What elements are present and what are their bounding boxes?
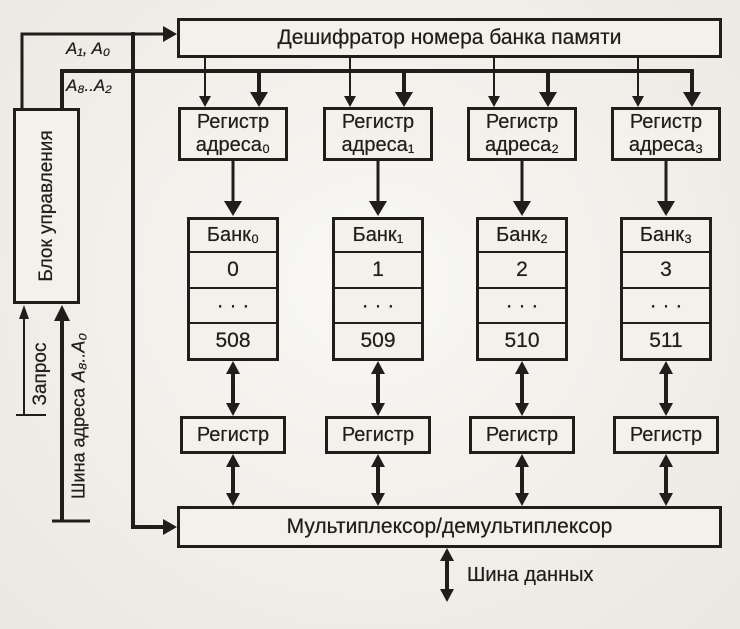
data-bus-label: Шина данных [467, 564, 594, 586]
address-bus-label-text: Шина адреса [68, 387, 89, 499]
arrowhead-into-decoder [163, 26, 177, 42]
up-arrowhead [440, 548, 454, 561]
bank-1-box [332, 217, 424, 361]
bank-title: Банк₂ [479, 220, 565, 253]
address-bus-label-range: A₈..A₀ [68, 333, 89, 383]
bank-cell: 510 [504, 329, 540, 353]
down-arrowhead [515, 403, 529, 416]
bank-cell: 2 [479, 253, 565, 289]
down-arrowhead [659, 403, 673, 416]
wires-register-to-bank [224, 161, 675, 216]
bank-title: Банк₀ [190, 220, 276, 253]
up-arrowhead [226, 454, 240, 467]
control-unit-label: Блок управления [35, 130, 57, 282]
bus-arrowhead [250, 92, 268, 107]
down-arrowhead [224, 201, 242, 216]
control-unit-box [13, 108, 80, 304]
down-arrowhead [515, 493, 529, 506]
bank-title: Банк₁ [335, 220, 421, 253]
data-register-label: Регистр [485, 423, 559, 446]
address-register-label: адреса₁ [341, 134, 415, 156]
bank-cell: 511 [649, 329, 683, 353]
down-arrowhead [659, 493, 673, 506]
multiplexer-box [177, 506, 722, 548]
address-register-label: адреса₃ [628, 134, 704, 156]
address-register-0-box [178, 107, 288, 161]
decoder-arrowhead [344, 96, 356, 107]
bank-2-box [476, 217, 568, 361]
decoder-arrowhead [488, 96, 500, 107]
data-register-2-box [469, 416, 575, 454]
address-register-label: Регистр [485, 111, 559, 133]
up-arrowhead [371, 454, 385, 467]
up-arrowhead [659, 361, 673, 374]
down-arrowhead [226, 403, 240, 416]
wire-data-bus [440, 548, 454, 602]
address-bus-label [69, 333, 90, 499]
up-arrowhead [19, 305, 29, 319]
down-arrowhead [369, 201, 387, 216]
address-register-label: Регистр [196, 111, 270, 133]
decoder-arrowhead [199, 96, 211, 107]
decoder-label: Дешифратор номера банка памяти [277, 26, 622, 49]
wire-a8-a2-bus [62, 71, 701, 108]
data-register-3-box [613, 416, 719, 454]
bank-cell: 1 [335, 253, 421, 289]
down-arrowhead [371, 493, 385, 506]
data-register-1-box [325, 416, 431, 454]
down-arrowhead [513, 201, 531, 216]
data-register-label: Регистр [341, 423, 415, 446]
data-register-label: Регистр [629, 423, 703, 446]
up-arrowhead [515, 361, 529, 374]
down-arrowhead [657, 201, 675, 216]
bus-arrowhead [683, 92, 701, 107]
wires-decoder-outputs [199, 58, 644, 107]
address-register-3-box [611, 107, 721, 161]
up-arrowhead [659, 454, 673, 467]
bank-0-box [187, 217, 279, 361]
address-register-label: адреса₀ [195, 134, 271, 156]
address-register-label: Регистр [629, 111, 703, 133]
bank-3-box [620, 217, 712, 361]
bank-cell-ellipsis: · · · [479, 289, 565, 325]
multiplexer-label: Мультиплексор/демультиплексор [286, 515, 613, 538]
up-arrowhead [371, 361, 385, 374]
decoder-arrowhead [632, 96, 644, 107]
bank-cell: 3 [623, 253, 709, 289]
data-register-0-box [180, 416, 286, 454]
decoder-box [177, 18, 722, 58]
bank-cell-ellipsis: · · · [623, 289, 709, 325]
wires-register-mux-bidirectional [226, 454, 673, 506]
address-register-2-box [467, 107, 577, 161]
up-arrowhead [54, 305, 70, 321]
bus-arrowhead [395, 92, 413, 107]
up-arrowhead [515, 454, 529, 467]
wires-bank-register-bidirectional [226, 361, 673, 416]
bank-cell: 509 [360, 329, 396, 353]
bank-cell: 508 [215, 329, 251, 353]
arrowhead-into-mux [163, 519, 177, 535]
down-arrowhead [371, 403, 385, 416]
request-label: Запрос [30, 342, 51, 406]
down-arrowhead [226, 493, 240, 506]
label-a8-a2: A₈..A₂ [66, 76, 112, 95]
bank-cell-ellipsis: · · · [190, 289, 276, 325]
bank-title: Банк₃ [623, 220, 709, 253]
label-a1-a0: A₁, A₀ [66, 39, 111, 58]
bus-arrowhead [539, 92, 557, 107]
address-register-label: Регистр [341, 111, 415, 133]
bank-cell: 0 [190, 253, 276, 289]
address-register-1-box [323, 107, 433, 161]
down-arrowhead [440, 589, 454, 602]
address-register-label: адреса₂ [485, 134, 559, 156]
up-arrowhead [226, 361, 240, 374]
wire-bank-select-to-mux [133, 32, 177, 535]
bank-cell-ellipsis: · · · [335, 289, 421, 325]
data-register-label: Регистр [196, 423, 270, 446]
